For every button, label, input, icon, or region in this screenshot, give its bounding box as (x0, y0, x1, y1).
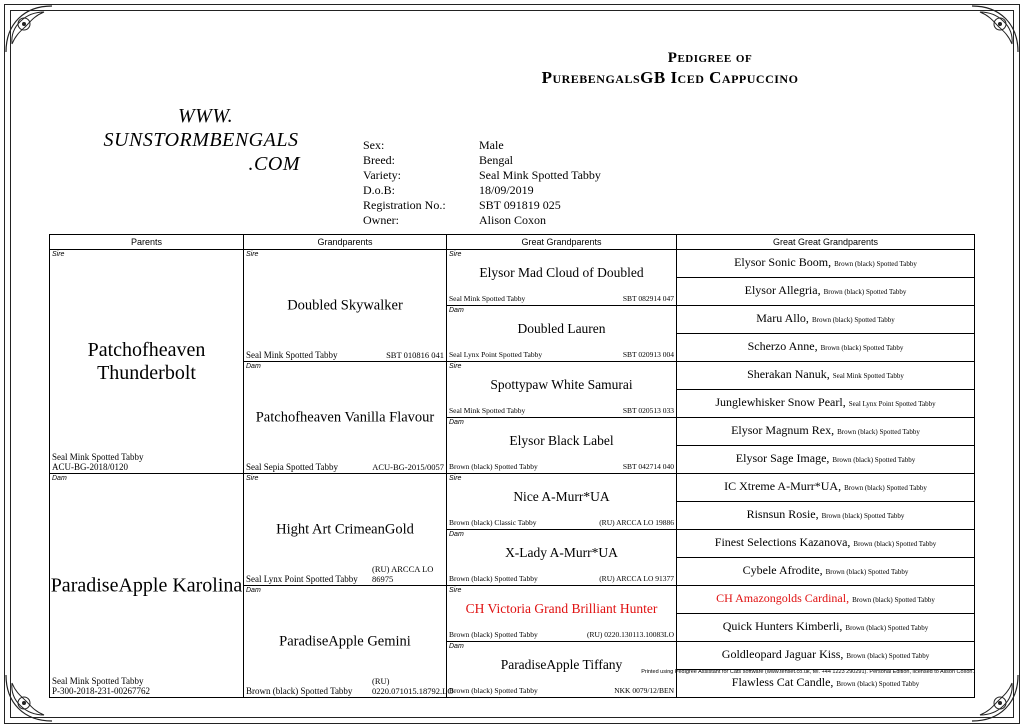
great-grandparent-variety: Brown (black) Classic Tabby (449, 518, 537, 527)
great-grandparent-reg: SBT 082914 047 (622, 294, 674, 303)
grandparent-reg: SBT 010816 041 (386, 350, 444, 360)
great-great-grandparent-cell (677, 558, 975, 586)
great-great-grandparent-content (677, 614, 974, 641)
great-great-grandparent-content (677, 558, 974, 585)
grandparent-name: Patchofheaven Vanilla Flavour (255, 409, 435, 425)
grandparent-content (244, 474, 446, 585)
great-great-grandparent-content (677, 586, 974, 613)
great-grandparent-name: Elysor Mad Cloud of Doubled (479, 265, 644, 280)
great-grandparent-name: Elysor Black Label (509, 433, 614, 448)
info-row (363, 153, 601, 168)
great-great-grandparent-variety: Brown (black) Spotted Tabby (844, 484, 927, 492)
sex-tag: Sire (449, 251, 462, 258)
great-grandparent-cell (447, 530, 677, 586)
great-great-grandparent-cell (677, 418, 975, 446)
great-great-grandparent-variety: Brown (black) Spotted Tabby (845, 624, 929, 632)
grandparent-cell (244, 474, 447, 586)
great-great-grandparent-content (677, 642, 974, 669)
great-great-grandparent-name: Elysor Sonic Boom, (734, 255, 832, 269)
grandparent-cell (244, 250, 447, 362)
sire-cell (50, 250, 244, 474)
great-great-grandparent-variety: Brown (black) Spotted Tabby (837, 428, 920, 436)
footer-credit: Printed using Pedigree Assistant for Cats software (www.tenset.co.uk, tel. +44 1223 290291). Personal Edition, licensed to Alison Coxon. (641, 669, 974, 675)
great-grandparent-variety: Brown (black) Spotted Tabby (449, 630, 538, 639)
parent-reg: ACU-BG-2018/0120 (52, 462, 128, 472)
info-value: Seal Mink Spotted Tabby (479, 168, 601, 182)
info-row (363, 198, 601, 213)
header-great-grandparents: Great Grandparents (447, 235, 677, 250)
great-great-grandparent-variety: Brown (black) Spotted Tabby (846, 652, 930, 660)
great-great-grandparent-variety: Seal Lynx Point Spotted Tabby (848, 400, 936, 408)
grandparent-content (244, 250, 446, 361)
parent-variety: Seal Mink Spotted Tabby (52, 676, 144, 686)
great-great-grandparent-content (677, 502, 974, 529)
corner-ornament-icon (970, 4, 1020, 54)
great-great-grandparent-name: Elysor Magnum Rex, (731, 423, 835, 437)
great-grandparent-content (447, 586, 676, 641)
title-line-2: PurebengalsGB Iced Cappuccino (541, 68, 799, 87)
parent-reg: P-300-2018-231-00267762 (52, 686, 150, 696)
great-great-grandparent-cell (677, 306, 975, 334)
grandparent-variety: Seal Lynx Point Spotted Tabby (246, 574, 358, 584)
great-grandparent-content (447, 362, 676, 417)
great-great-grandparent-name: CH Amazongolds Cardinal, (716, 591, 850, 605)
sex-tag: Sire (449, 363, 462, 370)
corner-ornament-icon (4, 673, 54, 723)
sex-tag: Dam (246, 587, 261, 594)
info-label: Sex: (363, 138, 385, 152)
great-great-grandparent-content (677, 418, 974, 445)
great-great-grandparent-content (677, 306, 974, 333)
great-great-grandparent-variety: Brown (black) Spotted Tabby (820, 344, 904, 352)
sex-tag: Dam (52, 475, 67, 482)
website-line: .COM (248, 153, 300, 175)
great-great-grandparent-variety: Brown (black) Spotted Tabby (834, 260, 917, 268)
great-grandparent-reg: NKK 0079/12/BEN (614, 686, 674, 695)
grandparent-content (244, 586, 454, 697)
great-grandparent-reg: (RU) ARCCA LO 91377 (599, 574, 674, 583)
great-great-grandparent-name: Elysor Allegria, (744, 283, 821, 297)
grandparent-variety: Seal Mink Spotted Tabby (246, 350, 338, 360)
great-great-grandparent-variety: Brown (black) Spotted Tabby (825, 568, 909, 576)
great-grandparent-name: Doubled Lauren (517, 321, 606, 336)
great-grandparent-content (447, 530, 676, 585)
sex-tag: Dam (246, 363, 261, 370)
great-great-grandparent-variety: Brown (black) Spotted Tabby (852, 596, 935, 604)
great-great-grandparent-cell (677, 446, 975, 474)
grandparent-variety: Seal Sepia Spotted Tabby (246, 462, 338, 472)
corner-ornament-icon (4, 4, 54, 54)
info-row (363, 168, 601, 183)
great-great-grandparent-content (677, 278, 974, 305)
great-great-grandparent-cell (677, 530, 975, 558)
great-great-grandparent-name: Goldleopard Jaguar Kiss, (721, 647, 844, 661)
great-great-grandparent-content (677, 334, 974, 361)
great-great-grandparent-content (677, 390, 974, 417)
great-great-grandparent-name: Flawless Cat Candle, (731, 675, 834, 689)
pedigree-table (49, 234, 975, 698)
grandparent-reg: (RU) 0220.071015.18792.LO (372, 676, 454, 696)
dam-cell (50, 474, 244, 698)
great-great-grandparent-variety: Brown (black) Spotted Tabby (836, 680, 920, 688)
great-great-grandparent-cell (677, 390, 975, 418)
website-text (96, 104, 306, 176)
info-row (363, 138, 601, 153)
sex-tag: Dam (449, 307, 464, 314)
parent-cell (50, 250, 243, 473)
great-grandparent-cell (447, 306, 677, 362)
great-grandparent-content (447, 250, 676, 305)
sex-tag: Sire (246, 475, 259, 482)
great-grandparent-reg: SBT 020913 004 (622, 350, 674, 359)
great-grandparent-cell (447, 362, 677, 418)
great-great-grandparent-variety: Brown (black) Spotted Tabby (823, 288, 907, 296)
great-great-grandparent-variety: Brown (black) Spotted Tabby (811, 316, 895, 324)
great-great-grandparent-variety: Brown (black) Spotted Tabby (821, 512, 905, 520)
grandparent-reg: (RU) ARCCA LO 86975 (372, 564, 434, 584)
great-grandparent-variety: Brown (black) Spotted Tabby (449, 686, 538, 695)
parent-variety: Seal Mink Spotted Tabby (52, 452, 144, 462)
header-great-great-grandparents: Great Great Grandparents (677, 235, 975, 250)
info-value: Male (479, 138, 504, 152)
grandparent-name: Doubled Skywalker (287, 297, 403, 313)
sex-tag: Dam (449, 643, 464, 650)
grandparent-reg: ACU-BG-2015/0057 (372, 462, 444, 472)
info-row (363, 213, 601, 228)
great-great-grandparent-name: Elysor Sage Image, (735, 451, 830, 465)
great-great-grandparent-content (677, 446, 974, 473)
title-line-1: Pedigree of (667, 50, 753, 66)
great-great-grandparent-name: IC Xtreme A-Murr*UA, (724, 479, 842, 493)
great-great-grandparent-variety: Brown (black) Spotted Tabby (853, 540, 937, 548)
great-grandparent-name: ParadiseApple Tiffany (500, 657, 623, 672)
great-grandparent-variety: Seal Lynx Point Spotted Tabby (449, 350, 543, 359)
parent-name: Patchofheaven Thunderbolt (87, 338, 206, 384)
great-grandparent-cell (447, 250, 677, 306)
great-great-grandparent-name: Quick Hunters Kimberli, (722, 619, 843, 633)
great-great-grandparent-cell (677, 250, 975, 278)
header-parents: Parents (50, 235, 244, 250)
grandparent-cell (244, 362, 447, 474)
great-grandparent-reg: SBT 020513 033 (622, 406, 674, 415)
sex-tag: Sire (52, 251, 65, 258)
great-grandparent-variety: Seal Mink Spotted Tabby (449, 406, 526, 415)
grandparent-variety: Brown (black) Spotted Tabby (246, 686, 353, 696)
great-grandparent-reg: (RU) 0220.130113.10083LO (586, 630, 674, 639)
great-great-grandparent-variety: Brown (black) Spotted Tabby (832, 456, 916, 464)
great-grandparent-name: Nice A-Murr*UA (513, 489, 610, 504)
great-grandparent-variety: Brown (black) Spotted Tabby (449, 574, 538, 583)
great-grandparent-content (447, 418, 676, 473)
grandparent-cell (244, 586, 454, 698)
info-label: Breed: (363, 153, 395, 167)
info-label: Registration No.: (363, 198, 446, 212)
great-great-grandparent-cell (677, 278, 975, 306)
great-great-grandparent-name: Junglewhisker Snow Pearl, (715, 395, 846, 409)
great-great-grandparent-cell (677, 586, 975, 614)
parent-details (52, 676, 150, 696)
info-value: SBT 091819 025 (479, 198, 561, 212)
sex-tag: Dam (449, 419, 464, 426)
corner-ornament-icon (970, 673, 1020, 723)
great-great-grandparent-name: Sherakan Nanuk, (747, 367, 830, 381)
great-great-grandparent-content (677, 530, 974, 557)
cat-info (363, 138, 601, 228)
great-grandparent-name: Spottypaw White Samurai (490, 377, 633, 392)
great-great-grandparent-name: Finest Selections Kazanova, (714, 535, 851, 549)
great-grandparent-variety: Brown (black) Spotted Tabby (449, 462, 538, 471)
website-line: SUNSTORMBENGALS (103, 129, 299, 151)
great-great-grandparent-cell (677, 614, 975, 642)
grandparent-name: ParadiseApple Gemini (279, 633, 411, 649)
great-great-grandparent-content (677, 250, 974, 277)
great-grandparent-variety: Seal Mink Spotted Tabby (449, 294, 526, 303)
info-label: Owner: (363, 213, 399, 227)
grandparent-name: Hight Art CrimeanGold (276, 521, 414, 537)
parent-cell (50, 474, 243, 697)
sex-tag: Sire (246, 251, 259, 258)
great-great-grandparent-variety: Seal Mink Spotted Tabby (832, 372, 904, 380)
great-grandparent-cell (447, 418, 677, 474)
great-grandparent-content (447, 306, 676, 361)
info-label: Variety: (363, 168, 401, 182)
parent-name: ParadiseApple Karolina (50, 574, 243, 596)
grandparent-content (244, 362, 446, 473)
info-row (363, 183, 601, 198)
great-great-grandparent-cell (677, 502, 975, 530)
info-label: D.o.B: (363, 183, 396, 197)
sex-tag: Sire (449, 475, 462, 482)
great-great-grandparent-name: Maru Allo, (756, 311, 809, 325)
great-grandparent-name: CH Victoria Grand Brilliant Hunter (465, 601, 658, 616)
info-value: Alison Coxon (479, 213, 547, 227)
great-great-grandparent-content (677, 362, 974, 389)
website-line: WWW. (178, 105, 234, 127)
great-great-grandparent-cell (677, 474, 975, 502)
sex-tag: Dam (449, 531, 464, 538)
great-great-grandparent-cell (677, 334, 975, 362)
parent-details (52, 452, 143, 472)
header-grandparents: Grandparents (244, 235, 447, 250)
great-grandparent-reg: (RU) ARCCA LO 19886 (599, 518, 674, 527)
great-grandparent-cell (447, 586, 677, 642)
great-great-grandparent-name: Risnsun Rosie, (746, 507, 819, 521)
great-great-grandparent-name: Cybele Afrodite, (742, 563, 823, 577)
info-value: 18/09/2019 (479, 183, 534, 197)
great-grandparent-cell (447, 474, 677, 530)
sex-tag: Sire (449, 587, 462, 594)
great-grandparent-reg: SBT 042714 040 (622, 462, 674, 471)
info-value: Bengal (479, 153, 513, 167)
great-grandparent-content (447, 474, 676, 529)
great-great-grandparent-cell (677, 362, 975, 390)
great-grandparent-name: X-Lady A-Murr*UA (505, 545, 618, 560)
great-great-grandparent-content (677, 474, 974, 501)
great-great-grandparent-cell (677, 642, 975, 670)
great-great-grandparent-name: Scherzo Anne, (747, 339, 818, 353)
